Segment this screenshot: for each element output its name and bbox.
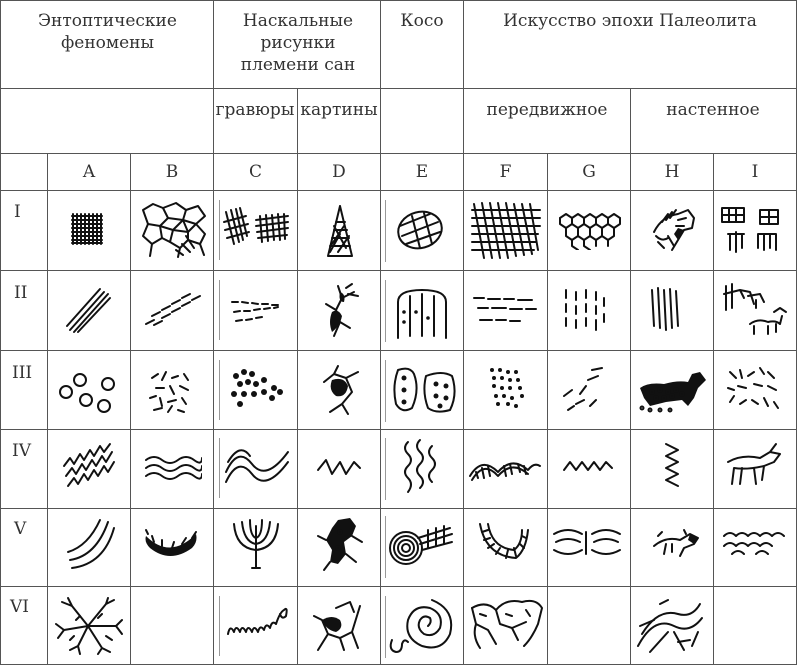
branching-lines-icon — [52, 596, 126, 656]
header-parietal: настенное — [666, 100, 760, 120]
painted-figure-icon — [318, 282, 362, 340]
diagonal-lines-icon — [64, 286, 112, 334]
hexagon-net-icon — [556, 210, 622, 250]
col-label-f: F — [499, 162, 512, 182]
oval-grid-icon — [394, 208, 446, 252]
col-label-c: C — [248, 162, 262, 182]
dashes-diagonal-icon — [142, 292, 204, 328]
deer-outline-icon — [724, 440, 784, 492]
honeycomb-net-icon — [138, 200, 208, 260]
painted-hunter-icon — [310, 598, 366, 654]
header-koso: Косо — [400, 11, 444, 31]
horizontal-dashes-icon — [470, 294, 540, 328]
col-label-i: I — [751, 162, 759, 182]
dotted-ovals-icon — [390, 364, 460, 416]
candelabra-icon — [226, 514, 286, 572]
small-zigzag-icon — [560, 456, 616, 476]
header-engravings: гравюры — [215, 100, 295, 120]
circles-icon — [56, 370, 122, 414]
header-san: Наскальные рисунки племени сан — [240, 11, 356, 75]
col-label-e: E — [415, 162, 429, 182]
zigzag-band-icon — [60, 440, 116, 494]
short-strokes-icon — [560, 366, 610, 412]
segmented-arc-icon — [476, 520, 532, 568]
black-strokes-icon — [634, 596, 706, 656]
arch-lines-icon — [392, 282, 452, 342]
header-paintings: картины — [300, 100, 378, 120]
header-entoptic: Энтоптические феномены — [38, 11, 177, 53]
painted-tower-icon — [320, 204, 360, 258]
animals-sketch-icon — [720, 280, 790, 340]
dotted-dashes-icon — [228, 296, 280, 326]
row-label-1: I — [14, 202, 21, 222]
row-label-2: II — [14, 283, 28, 303]
spiral-arm-icon — [388, 516, 460, 568]
vertical-dashes-icon — [560, 286, 610, 336]
painted-creature-icon — [316, 514, 366, 572]
crosshatch-icon — [470, 200, 542, 262]
dot-grid-icon — [488, 366, 528, 408]
col-label-h: H — [664, 162, 680, 182]
curved-lines-icon — [64, 516, 116, 570]
row-label-4: IV — [12, 441, 31, 461]
zigzag-stroke-icon — [314, 454, 364, 480]
col-label-d: D — [332, 162, 346, 182]
coiled-line-icon — [224, 602, 290, 642]
dot-cluster-icon — [226, 366, 286, 412]
row-label-5: V — [14, 519, 27, 539]
header-paleolithic: Искусство эпохи Палеолита — [503, 11, 757, 31]
engraved-grid-icon — [222, 206, 292, 248]
horse-head-icon — [648, 206, 700, 254]
concentric-arcs-icon — [550, 524, 624, 560]
rectangle-signs-icon — [718, 204, 788, 258]
vertical-waves-icon — [398, 438, 442, 496]
vertical-strokes-icon — [646, 286, 686, 332]
engraved-waves-icon — [222, 442, 292, 492]
wave-marks-icon — [720, 522, 786, 558]
col-label-a: A — [82, 162, 96, 182]
arched-strokes-icon — [468, 452, 542, 482]
spiral-icon — [386, 596, 458, 658]
header-mobile: передвижное — [486, 100, 608, 120]
animal-sketch-icon — [650, 526, 702, 562]
col-label-b: B — [165, 162, 179, 182]
crescent-icon — [142, 528, 200, 562]
vertical-zigzag-icon — [660, 440, 684, 492]
scattered-strokes-icon — [144, 368, 200, 418]
meander-lines-icon — [466, 594, 546, 658]
row-label-6: VI — [10, 597, 29, 617]
grid-pattern-icon — [70, 212, 104, 246]
col-label-g: G — [582, 162, 596, 182]
painted-beast-icon — [318, 362, 364, 418]
spotted-horse-icon — [636, 368, 708, 414]
wavy-lines-icon — [142, 452, 202, 482]
row-label-3: III — [12, 363, 33, 383]
scattered-marks-icon — [724, 364, 782, 414]
